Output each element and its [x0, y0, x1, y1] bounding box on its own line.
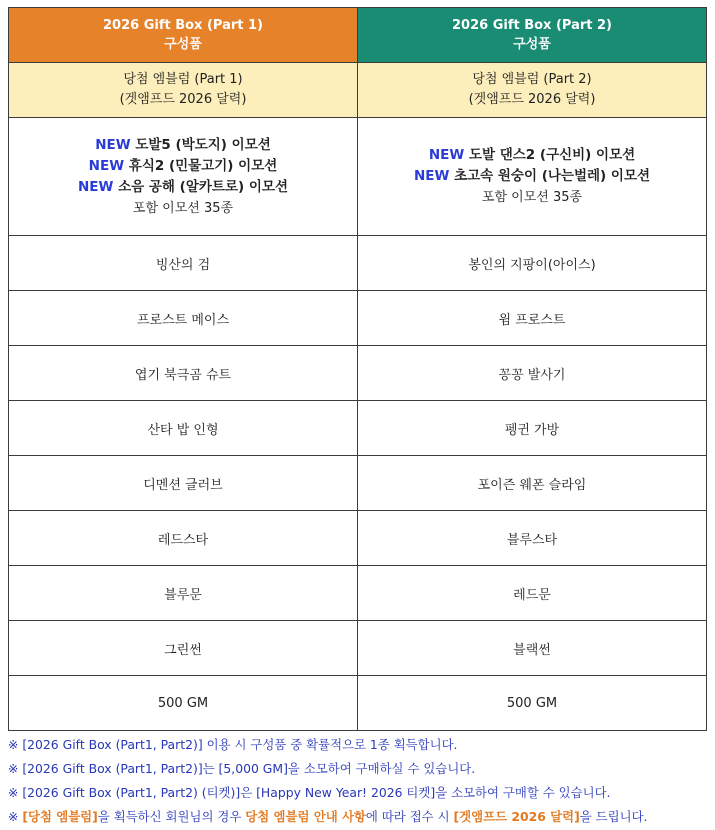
new-badge: NEW [428, 147, 465, 163]
part1-item: 빙산의 검 [9, 236, 358, 291]
part1-item: 그린썬 [9, 621, 358, 676]
part2-item: 블루스타 [358, 511, 707, 566]
part2-emotion-count: 포함 이모션 35종 [481, 190, 583, 205]
notes-section [8, 733, 714, 829]
note-text: 에 따라 접수 시 [365, 809, 454, 824]
new-badge: NEW [77, 178, 114, 195]
part2-item: 포이즌 웨폰 슬라임 [358, 456, 707, 511]
part1-item: 산타 밥 인형 [9, 401, 358, 456]
part2-item: 윔 프로스트 [358, 291, 707, 346]
part1-header [9, 8, 358, 63]
part1-item: 디멘션 글러브 [9, 456, 358, 511]
part2-subtitle: 구성품 [513, 37, 551, 52]
part2-header [358, 8, 707, 63]
note-text: 을 드립니다. [579, 809, 648, 824]
note-emblem [8, 805, 714, 829]
part2-emblem-cell [358, 63, 707, 118]
item-row [9, 456, 707, 511]
part1-emblem-name: 당첨 엠블럼 (Part 1) [123, 72, 243, 87]
emotion-label: 소음 공해 (알카트로) 이모션 [118, 178, 288, 195]
part2-item: 꽁꽁 발사기 [358, 346, 707, 401]
note-prefix: ※ [8, 809, 23, 824]
part1-emotion-item [9, 177, 357, 198]
emotion-label: 도발5 (박도지) 이모션 [135, 136, 271, 153]
note-highlight-emblem: [당첨 엠블럼] [22, 809, 98, 824]
part1-emblem-cell [9, 63, 358, 118]
note-text: 을 획득하신 회원님의 경우 [97, 809, 246, 824]
part1-emotion-item [9, 135, 357, 156]
part1-title: 2026 Gift Box (Part 1) [102, 18, 263, 33]
emblem-row [9, 63, 707, 118]
item-row [9, 291, 707, 346]
part2-emotion-cell [358, 118, 707, 236]
part2-item: 봉인의 지팡이(아이스) [358, 236, 707, 291]
emotion-label: 휴식2 (민물고기) 이모션 [128, 157, 278, 174]
part1-item: 프로스트 메이스 [9, 291, 358, 346]
new-badge: NEW [88, 157, 125, 174]
part2-emotion-item [358, 145, 706, 166]
part1-emotion-cell [9, 118, 358, 236]
note-gm-purchase: ※ [2026 Gift Box (Part1, Part2)]는 [5,000 GM]을 소모하여 구매하실 수 있습니다. [8, 761, 476, 776]
emotion-row [9, 118, 707, 236]
part2-item: 블랙썬 [358, 621, 707, 676]
part1-item: 레드스타 [9, 511, 358, 566]
part1-item: 500 GM [9, 676, 358, 731]
new-badge: NEW [95, 136, 131, 153]
part2-item: 500 GM [358, 676, 707, 731]
part1-item: 엽기 북극곰 슈트 [9, 346, 358, 401]
item-row [9, 511, 707, 566]
item-row [9, 346, 707, 401]
note-probability: ※ [2026 Gift Box (Part1, Part2)] 이용 시 구성품 중 확률적으로 1종 획득합니다. [8, 737, 458, 752]
header-row [9, 8, 707, 63]
part2-emotion-item [358, 166, 706, 187]
part1-emotion-count: 포함 이모션 35종 [132, 200, 234, 216]
item-row [9, 566, 707, 621]
item-row [9, 236, 707, 291]
part2-item: 레드문 [358, 566, 707, 621]
new-badge: NEW [413, 168, 450, 184]
part2-emblem-desc: (겟앰프드 2026 달력) [468, 92, 596, 107]
note-highlight-guide: 당첨 엠블럼 안내 사항 [245, 809, 366, 824]
part1-emblem-desc: (겟앰프드 2026 달력) [119, 92, 247, 107]
part1-subtitle: 구성품 [164, 37, 202, 52]
item-row [9, 621, 707, 676]
note-ticket-purchase: ※ [2026 Gift Box (Part1, Part2) (티켓)]은 [Happy New Year! 2026 티켓]을 소모하여 구매할 수 있습니다. [8, 785, 611, 800]
item-row [9, 401, 707, 456]
part1-emotion-item [9, 156, 357, 177]
note-highlight-calendar: [겟앰프드 2026 달력] [453, 809, 580, 824]
part1-item: 블루문 [9, 566, 358, 621]
emotion-label: 초고속 원숭이 (나는벌레) 이모션 [454, 168, 651, 184]
gift-box-table [8, 7, 707, 731]
part2-item: 펭귄 가방 [358, 401, 707, 456]
part2-title: 2026 Gift Box (Part 2) [451, 18, 612, 33]
part2-emblem-name: 당첨 엠블럼 (Part 2) [472, 72, 592, 87]
emotion-label: 도발 댄스2 (구신비) 이모션 [468, 147, 636, 163]
item-row [9, 676, 707, 731]
